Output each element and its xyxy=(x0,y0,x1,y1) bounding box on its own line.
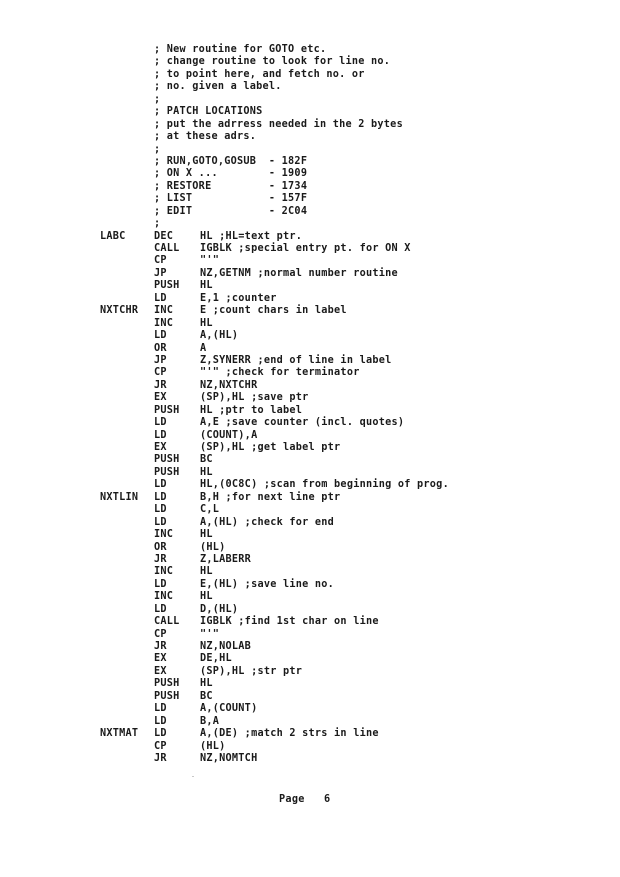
comment-text: ; no. given a label. xyxy=(154,81,282,93)
operand: B,A xyxy=(200,715,220,727)
comment-text: ; put the adrress needed in the 2 bytes xyxy=(154,118,403,130)
comment-line xyxy=(100,81,560,93)
scan-speck xyxy=(192,776,194,777)
code-line xyxy=(100,405,560,417)
code-line xyxy=(100,231,560,243)
operand: B,H ;for next line ptr xyxy=(200,491,341,503)
operand: A,(DE) ;match 2 strs in line xyxy=(200,728,379,740)
code-line xyxy=(100,641,560,653)
opcode: JR xyxy=(154,553,167,565)
opcode: INC xyxy=(154,305,174,317)
opcode: INC xyxy=(154,529,174,541)
operand: A,(HL) xyxy=(200,330,239,342)
comment-line xyxy=(100,218,560,230)
code-line xyxy=(100,355,560,367)
operand: E,1 ;counter xyxy=(200,292,277,304)
operand: DE,HL xyxy=(200,653,232,665)
code-line xyxy=(100,492,560,504)
opcode: PUSH xyxy=(154,404,180,416)
comment-text: ; ON X ... - 1909 xyxy=(154,168,308,180)
operand: D,(HL) xyxy=(200,603,239,615)
opcode: LD xyxy=(154,516,167,528)
operand: NZ,GETNM ;normal number routine xyxy=(200,267,398,279)
comment-line xyxy=(100,131,560,143)
opcode: CP xyxy=(154,628,167,640)
code-line xyxy=(100,280,560,292)
comment-text: ; xyxy=(154,218,161,230)
comment-line xyxy=(100,94,560,106)
code-line xyxy=(100,330,560,342)
opcode: JR xyxy=(154,752,167,764)
code-line xyxy=(100,691,560,703)
opcode: LD xyxy=(154,417,167,429)
operand: (COUNT),A xyxy=(200,429,258,441)
comment-text: ; EDIT - 2C04 xyxy=(154,205,308,217)
code-line xyxy=(100,305,560,317)
opcode: LD xyxy=(154,715,167,727)
opcode: LD xyxy=(154,728,167,740)
comment-line xyxy=(100,156,560,168)
opcode: PUSH xyxy=(154,678,180,690)
opcode: EX xyxy=(154,392,167,404)
operand: HL ;HL=text ptr. xyxy=(200,230,303,242)
opcode: EX xyxy=(154,665,167,677)
opcode: INC xyxy=(154,591,174,603)
opcode: LD xyxy=(154,504,167,516)
opcode: OR xyxy=(154,541,167,553)
operand: IGBLK ;find 1st char on line xyxy=(200,616,379,628)
code-label: NXTLIN xyxy=(100,491,139,503)
comment-text: ; change routine to look for line no. xyxy=(154,56,391,68)
operand: HL ;ptr to label xyxy=(200,404,303,416)
code-line xyxy=(100,666,560,678)
operand: HL xyxy=(200,678,213,690)
comment-text: ; xyxy=(154,143,161,155)
comment-text: ; xyxy=(154,93,161,105)
operand: E,(HL) ;save line no. xyxy=(200,578,335,590)
opcode: PUSH xyxy=(154,466,180,478)
code-line xyxy=(100,629,560,641)
code-line xyxy=(100,343,560,355)
opcode: OR xyxy=(154,342,167,354)
operand: (SP),HL ;save ptr xyxy=(200,392,309,404)
opcode: PUSH xyxy=(154,280,180,292)
operand: "'" xyxy=(200,255,220,267)
code-line xyxy=(100,703,560,715)
comment-line xyxy=(100,168,560,180)
code-line xyxy=(100,542,560,554)
opcode: JR xyxy=(154,641,167,652)
code-line xyxy=(100,753,560,765)
operand: E ;count chars in label xyxy=(200,305,347,317)
operand: HL xyxy=(200,566,213,578)
code-label: NXTCHR xyxy=(100,305,139,317)
code-line xyxy=(100,293,560,305)
operand: NZ,NOMTCH xyxy=(200,752,258,764)
opcode: LD xyxy=(154,603,167,615)
operand: A xyxy=(200,342,207,354)
comment-line xyxy=(100,119,560,131)
comment-line xyxy=(100,206,560,218)
opcode: CALL xyxy=(154,243,180,254)
code-line xyxy=(100,566,560,578)
code-line xyxy=(100,554,560,566)
operand: HL xyxy=(200,529,213,541)
code-line xyxy=(100,653,560,665)
operand: (HL) xyxy=(200,740,226,752)
opcode: EX xyxy=(154,442,167,453)
code-line xyxy=(100,243,560,255)
code-line xyxy=(100,678,560,690)
comment-text: ; LIST - 157F xyxy=(154,193,308,205)
operand: "'" ;check for terminator xyxy=(200,367,360,379)
code-line xyxy=(100,392,560,404)
code-line xyxy=(100,318,560,330)
code-line xyxy=(100,442,560,454)
opcode: EX xyxy=(154,653,167,665)
comment-line xyxy=(100,69,560,81)
code-line xyxy=(100,255,560,267)
comment-line xyxy=(100,193,560,205)
operand: Z,LABERR xyxy=(200,553,252,565)
operand: BC xyxy=(200,690,213,702)
comment-text: ; to point here, and fetch no. or xyxy=(154,68,365,80)
opcode: PUSH xyxy=(154,454,180,466)
operand: BC xyxy=(200,454,213,466)
code-line xyxy=(100,417,560,429)
opcode: PUSH xyxy=(154,690,180,702)
opcode: CP xyxy=(154,740,167,752)
operand: NZ,NXTCHR xyxy=(200,379,258,391)
operand: "'" xyxy=(200,628,220,640)
operand: HL xyxy=(200,280,213,292)
code-line xyxy=(100,467,560,479)
code-line xyxy=(100,529,560,541)
operand: (SP),HL ;str ptr xyxy=(200,665,303,677)
comment-line xyxy=(100,44,560,56)
comment-text: ; at these adrs. xyxy=(154,131,257,143)
code-line xyxy=(100,479,560,491)
comment-line xyxy=(100,144,560,156)
code-line xyxy=(100,616,560,628)
operand: A,E ;save counter (incl. quotes) xyxy=(200,417,405,429)
code-line xyxy=(100,741,560,753)
code-line xyxy=(100,268,560,280)
code-line xyxy=(100,517,560,529)
operand: A,(COUNT) xyxy=(200,703,258,715)
code-line xyxy=(100,504,560,516)
opcode: JP xyxy=(154,354,167,366)
operand: HL xyxy=(200,466,213,478)
code-label: NXTMAT xyxy=(100,728,139,740)
code-line xyxy=(100,367,560,379)
opcode: INC xyxy=(154,317,174,329)
operand: IGBLK ;special entry pt. for ON X xyxy=(200,243,411,254)
opcode: LD xyxy=(154,429,167,441)
operand: HL,(0C8C) ;scan from beginning of prog. xyxy=(200,479,449,491)
comment-text: ; New routine for GOTO etc. xyxy=(154,44,327,55)
code-line xyxy=(100,579,560,591)
opcode: JR xyxy=(154,379,167,391)
opcode: LD xyxy=(154,330,167,342)
opcode: LD xyxy=(154,491,167,503)
comment-text: ; RUN,GOTO,GOSUB - 182F xyxy=(154,155,308,167)
opcode: LD xyxy=(154,703,167,715)
opcode: CP xyxy=(154,255,167,267)
opcode: DEC xyxy=(154,230,174,242)
comment-text: ; PATCH LOCATIONS xyxy=(154,106,263,118)
code-line xyxy=(100,380,560,392)
code-line xyxy=(100,591,560,603)
operand: Z,SYNERR ;end of line in label xyxy=(200,354,392,366)
page-number-footer: Page 6 xyxy=(279,794,331,805)
code-line xyxy=(100,430,560,442)
comment-line xyxy=(100,56,560,68)
operand: HL xyxy=(200,317,213,329)
opcode: INC xyxy=(154,566,174,578)
operand: A,(HL) ;check for end xyxy=(200,516,335,528)
opcode: LD xyxy=(154,578,167,590)
opcode: CALL xyxy=(154,616,180,628)
operand: C,L xyxy=(200,504,220,516)
operand: HL xyxy=(200,591,213,603)
opcode: LD xyxy=(154,292,167,304)
code-line xyxy=(100,716,560,728)
code-line xyxy=(100,454,560,466)
code-line xyxy=(100,604,560,616)
operand: NZ,NOLAB xyxy=(200,641,252,652)
assembly-listing xyxy=(100,44,560,765)
opcode: LD xyxy=(154,479,167,491)
comment-line xyxy=(100,106,560,118)
comment-line xyxy=(100,181,560,193)
code-line xyxy=(100,728,560,740)
opcode: CP xyxy=(154,367,167,379)
operand: (SP),HL ;get label ptr xyxy=(200,442,341,453)
code-label: LABC xyxy=(100,230,126,242)
opcode: JP xyxy=(154,267,167,279)
comment-text: ; RESTORE - 1734 xyxy=(154,180,308,192)
operand: (HL) xyxy=(200,541,226,553)
